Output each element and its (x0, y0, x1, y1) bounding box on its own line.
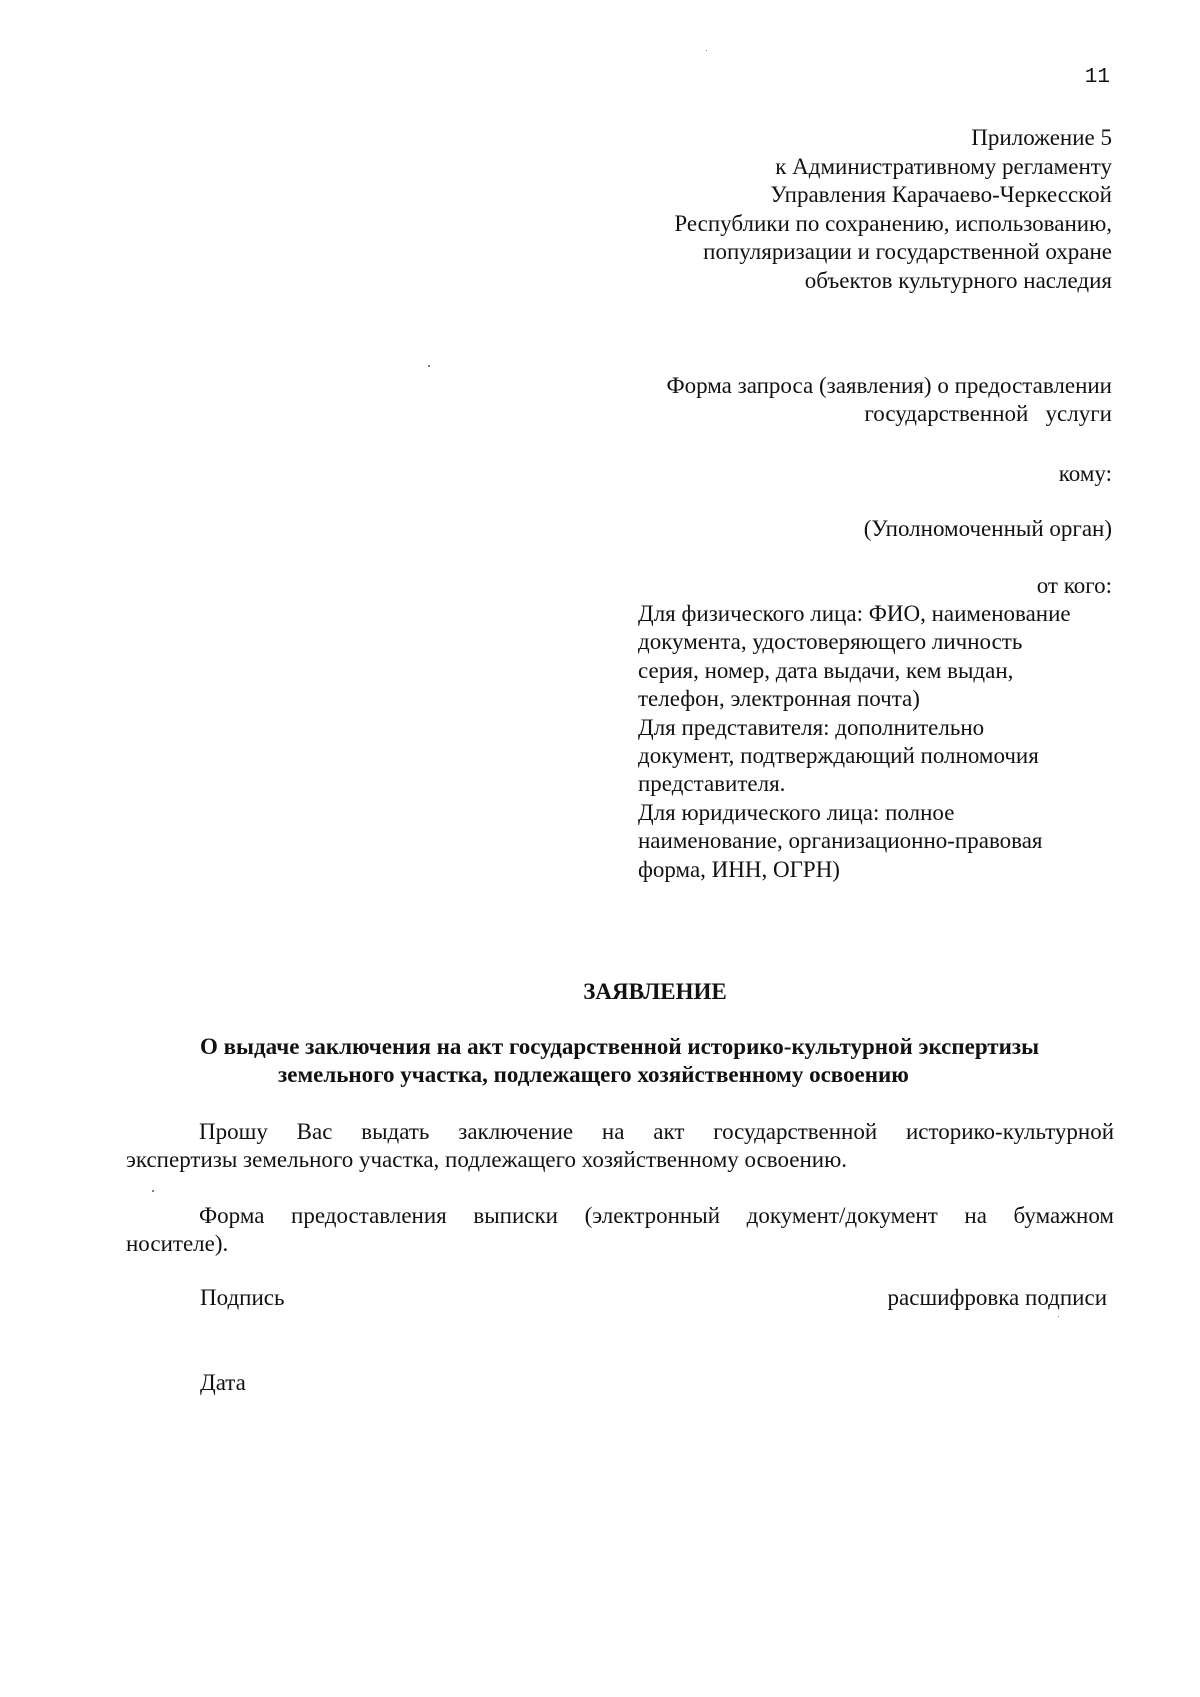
sender-label: от кого: (1036, 573, 1112, 598)
scan-speck (706, 50, 707, 51)
document-title: ЗАЯВЛЕНИЕ (583, 979, 727, 1004)
document-subtitle-line: земельного участка, подлежащего хозяйственному освоению (278, 1062, 909, 1087)
form-title-line: государственной услуги (864, 401, 1112, 426)
recipient-value: (Уполномоченный орган) (863, 516, 1112, 541)
sender-line: Для физического лица: ФИО, наименование (638, 601, 1071, 626)
form-title-line: Форма запроса (заявления) о предоставлении (666, 373, 1112, 398)
scan-speck (428, 365, 430, 367)
signature-label: Подпись (200, 1285, 285, 1310)
appendix-line: Управления Карачаево-Черкесской (770, 182, 1112, 207)
signature-decode-label: расшифровка подписи (887, 1285, 1107, 1310)
appendix-line: Приложение 5 (971, 125, 1112, 150)
sender-line: наименование, организационно-правовая (638, 828, 1043, 854)
sender-line: Для представителя: дополнительно (638, 714, 985, 740)
date-label: Дата (200, 1370, 246, 1395)
appendix-line: к Административному регламенту (775, 153, 1112, 179)
document-subtitle-line: О выдаче заключения на акт государственной историко-культурной экспертизы (200, 1034, 1040, 1059)
sender-line: документа, удостоверяющего личность (638, 629, 1023, 655)
delivery-format-paragraph (126, 1202, 1114, 1258)
recipient-label: кому: (1058, 461, 1112, 486)
scan-speck (1058, 1316, 1059, 1317)
request-paragraph-line: Прошу Вас выдать заключение на акт государственной историко-культурной (199, 1119, 1114, 1144)
form-title (666, 372, 1112, 428)
delivery-format-line: Форма предоставления выписки (электронный документ/документ на бумажном (199, 1203, 1114, 1228)
appendix-header (674, 124, 1112, 295)
delivery-format-line: носителе). (126, 1231, 229, 1256)
sender-details (638, 600, 1118, 884)
appendix-line: популяризации и государственной охране (703, 239, 1112, 264)
page-number: 11 (1084, 66, 1110, 89)
document-subtitle (200, 1033, 1039, 1089)
request-paragraph-line: экспертизы земельного участка, подлежащего хозяйственному освоению. (126, 1147, 848, 1172)
sender-line: форма, ИНН, ОГРН) (638, 856, 840, 882)
sender-line: телефон, электронная почта) (638, 686, 920, 712)
sender-line: серия, номер, дата выдачи, кем выдан, (638, 657, 1014, 683)
appendix-line: Республики по сохранению, использованию, (674, 210, 1112, 236)
request-paragraph (126, 1118, 1114, 1174)
appendix-line: объектов культурного наследия (804, 267, 1112, 293)
scan-speck (152, 1190, 154, 1192)
sender-line: Для юридического лица: полное (638, 799, 955, 825)
sender-line: представителя. (638, 771, 786, 797)
sender-line: документ, подтверждающий полномочия (638, 742, 1039, 768)
